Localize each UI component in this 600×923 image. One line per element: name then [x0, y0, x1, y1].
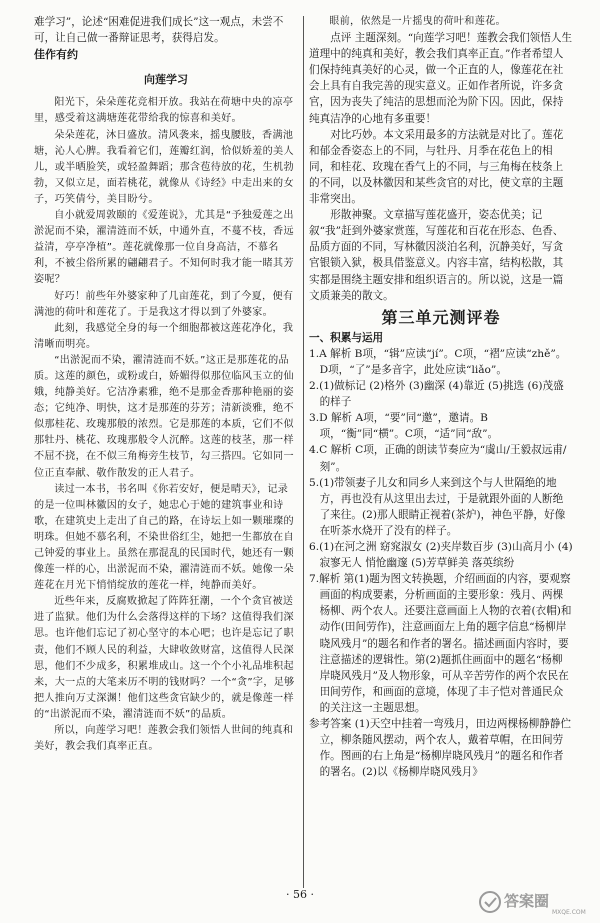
watermark-logo [478, 888, 590, 916]
essay-paragraph: 朵朵莲花，沐日盛放。清风袭来，摇曳腰肢，香满池塘，沁人心脾。我看着它们，莲瓣红润，恰似娇羞的美人儿，或半晒脸笑，或轻盈舞蹈；那含苞待放的花，生机勃勃，又似立足，面若桃花，就像从《诗经》中走出来的女子，巧笑倩兮，美目盼兮。 [34, 129, 294, 205]
essay-paragraph: 此刻，我感觉全身的每一个细胞都被这莲花净化，我清晰而明亮。 [34, 322, 294, 350]
page-number: · 56 · [286, 888, 314, 901]
unit-title: 第三单元测评卷 [381, 307, 501, 327]
reference-answer: 参考答案 (1)天空中挂着一弯残月，田边两棵杨柳静静伫立，柳条随风摆动，两个农人，戴着草帽，在田间劳作。图画的右上角是“杨柳岸晓风残月”的题名和作者的署名。(2)以《杨柳岸晓风残月》 [309, 718, 572, 779]
section-heading: 佳作有约 [34, 48, 78, 62]
essay-title: 向莲学习 [144, 73, 188, 87]
section-title: 一、积累与运用 [309, 331, 384, 344]
answer-item: 1.A 解析 B项，“辑”应读“jí”。C项，“褶”应读“zhě”。D项，“了”是多音字，此处应读“liǎo”。 [309, 347, 567, 376]
answer-item: 6.(1)在河之洲 窈窕淑女 (2)夹岸数百步 (3)山高月小 (4)寂寥无人 悄怆幽邃 (5)芳草鲜美 落英缤纷 [309, 541, 573, 570]
answer-item: 2.(1)做标记 (2)格外 (3)幽深 (4)靠近 (5)挑选 (6)茂盛的样子 [309, 380, 564, 409]
essay-paragraph: 自小就爱周敦颐的《爱莲说》，尤其是“予独爱莲之出淤泥而不染，濯清涟而不妖，中通外直，不蔓不枝，香远益清，亭亭净植”。莲花就像那一位自身高洁，不慕名利，不被尘俗所累的翩翩君子。不知何时我才能一睹其芳姿呢？ [34, 210, 294, 286]
commentary-structure: 形散神聚。文章描写莲花盛开，姿态优美；记叙“我”赶到外婆家赏莲，写莲花和百花在形态、色香、品质方面的不同，写林徽因淡泊名利，沉静美好，写贪官银锁入狱，极具借鉴意义。内容丰富，结构松散，其实都是围绕主题安排和组织语言的。所以说，这是一篇文质兼美的散文。 [309, 209, 564, 302]
answer-item: 4.C 解析 C项，正确的朗读节奏应为“虞山/王毅叔远甫/刻”。 [309, 444, 567, 473]
left-column [34, 14, 298, 755]
commentary-contrast: 对比巧妙。本文采用最多的方法就是对比了。莲花和郁金香姿态上的不同，与牡丹、月季在花色上的相同，和桂花、玫瑰在香气上的不同，与三角梅在枝条上的不同，以及林徽因和某些贪官的对比，使文章的主题非常突出。 [309, 128, 564, 206]
right-column [309, 14, 573, 780]
answer-item: 5.(1)带领妻子儿女和同乡人来到这个与人世隔绝的地方，再也没有从这里出去过，于是就跟外面的人断绝了来往。(2)那人眼睛正视着(茶炉)，神色平静，好像在听茶水烧开了没有的样子。 [309, 476, 566, 537]
intro-text: 难学习”，论述“困难促进我们成长”这一观点，未尝不可，让自己做一番辩证思考，获得启发。 [34, 16, 284, 45]
commentary-theme: 点评 主题深刻。“向莲学习吧！莲教会我们领悟人生道理中的纯真和美好，教会我们真率正直。”作者希望人们保持纯真美好的心灵，做一个正直的人，像莲花在社会上具有自我完善的现实意义。正如作者所说，许多贪官，因为丧失了纯洁的思想而沦为阶下囚。因此，保持纯真洁净的心地有多重要！ [309, 32, 573, 125]
essay-body [34, 95, 298, 755]
essay-paragraph: 阳光下，朵朵莲花竞相开放。我站在荷塘中央的凉亭里，感受着这满塘莲花带给我的惊喜和美好。 [34, 97, 294, 125]
essay-paragraph: “出淤泥而不染，濯清涟而不妖。”这正是那莲花的品质。这莲的颜色，或粉或白，娇媚得似那位临风玉立的仙娥，纯静美好。它洁净素雅，绝不是那金香那种艳丽的姿态；它纯净、明快，这才是那莲的芬芳；清新淡雅，绝不似那桂花、玫瑰那般的浓烈。它是那莲的本质，它们不似那牡丹、桃花、玫瑰那般令人沉醉。这莲的枝茎，那一样不屈不挠，在不似三角梅旁生枝节，勾三搭四。它如同一位正直奉献、敬作散发的正人君子。 [34, 354, 294, 479]
answer-item: 7.解析 第(1)题为图文转换题，介绍画面的内容，要观察画面的构成要素，分析画面的主要形象：残月、两棵杨柳、两个农人。还要注意画面上人物的衣着(衣帽)和动作(田间劳作)，注意画面左上角的题字信息“杨柳岸晓风残月”的题名和作者的署名。描述画面内容时，要注意描述的逻辑性。第(2)题抓住画面中的题名“杨柳岸晓风残月”及人物形象，可从辛苦劳作的两个农民在田间劳作，和画面的意境，体现了丰子恺对普通民众的关注这一主题思想。 [309, 573, 572, 714]
essay-paragraph: 好巧！前些年外婆家种了几亩莲花，到了今夏，便有满池的荷叶和莲花了。于是我这才得以到了外婆家。 [34, 290, 294, 318]
watermark-sub: MXQE.COM [552, 909, 586, 916]
column-divider [303, 16, 304, 888]
watermark-main: 答案圈 [504, 892, 550, 910]
essay-paragraph: 所以，向莲学习吧！莲教会我们领悟人世间的纯真和美好，教会我们真率正直。 [34, 725, 294, 753]
essay-paragraph: 读过一本书，书名叫《你若安好，便是晴天》，记录的是一位叫林徽因的女子，她忠心于她的建筑事业和诗歌，在建筑史上走出了自己的路，在诗坛上如一颗璀璨的明珠。但她不慕名利，不染世俗红尘，她把一生都放在自己钟爱的事业上。虽然在那混乱的民国时代，她还有一颗像莲一样的心，出淤泥而不染，濯清涟而不妖。她像一朵莲花在月光下悄悄绽放的莲花一样，纯静而美好。 [34, 483, 294, 592]
essay-paragraph: 近些年来，反腐败掀起了阵阵狂潮，一个个贪官被送进了监狱。他们为什么会落得这样的下场？这值得我们深思。也许他们忘记了初心坚守的本心吧；也许是忘记了职责，他们不顾人民的利益，大肆收敛财富，这值得人民深思，他们不少成多，积累堆成山。这一个个小礼品堆积起来，大一点的大笔来历不明的钱财吗？一个“贪”字，足够把人推向万丈深渊！他们这些贪官缺少的，就是像莲一样的“出淤泥而不染，濯清涟而不妖”的品质。 [34, 596, 295, 720]
answer-item: 3.D 解析 A项，“要”同“邀”，邀请。B项，“衡”同“横”。C项，“适”同“敌”。 [309, 412, 499, 441]
essay-closing: 眼前，依然是一片摇曳的荷叶和莲花。 [329, 16, 506, 27]
